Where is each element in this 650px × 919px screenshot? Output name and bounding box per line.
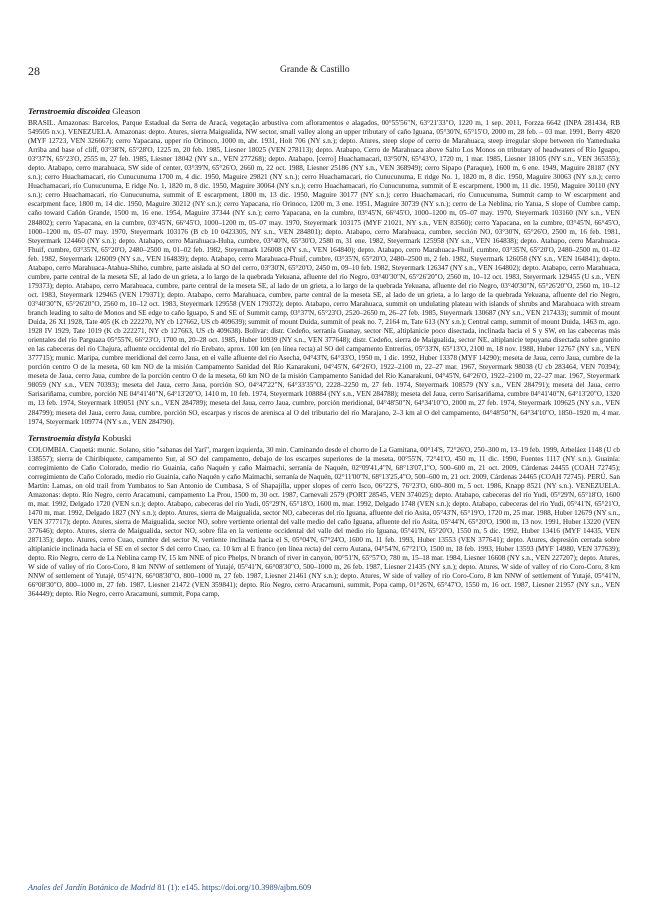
running-head: Grande & Castillo bbox=[280, 65, 350, 75]
species-entry-distyla bbox=[28, 433, 620, 600]
article-content bbox=[28, 106, 620, 599]
page-number: 28 bbox=[28, 64, 40, 78]
species-name: Ternstroemia distyla bbox=[28, 432, 101, 443]
page-header bbox=[28, 64, 622, 78]
species-author: Kobuski bbox=[102, 432, 132, 443]
species-heading bbox=[28, 433, 620, 443]
species-heading bbox=[28, 106, 620, 116]
specimen-list: COLOMBIA. Caquetá: munic. Solano, sitio "sabanas del Yarí", margen izquierda, 30 min. Caminando desde el chorro de La Gamitana, 00°14'S, 72°26'O, 250–300 m, 13–19 feb. 1999, Arbeláez 1148 (U cb 138557); sierra de Chiribiquete, campamento Sur, al SO del campamento, debajo de los escarpes superiores de la meseta, 00°55'N, 72°41'O, 450 m, 11 dic. 1990, Fuentes 1117 (NY s.n.). Guainía: corregimiento de Caño Colorado, medio río Guainía, caño Naquén y caño Maimachi, serranía de Naquén, 02°09'41,4"N, 68°13'07,1"O, 500–600 m, 21 oct. 2009, Cárdenas 24455 (COAH 72745); corregimiento de Caño Colorado, medio río Guainía, caño Naquén y caño Maimachi, serranía de Naquén, 02°11'00"N, 68°13'25,4"O, 500–600 m, 21 oct. 2009, Cárdenas 24465 (COAH 72745). PERÚ. San Martín: Lamas, on old trail from Yumbatos to San Antonio de Cumbasa, S of Shapajilla, upper slopes of cerro Isco, 06°22'S, 76°23'O, 600–800 m, 5 oct. 1986, Knapp 8521 (NY s.n.). VENEZUELA. Amazonas: depto. Río Negro, cerro Aracamuni, campamento La Prou, 1500 m, 30 oct. 1987, Carnevali 2579 (PORT 28545, VEN 374025); depto. Atabapo, cabeceras del río Yudi, 05°29'N, 65°18'O, 1600 m, mar. 1992, Delgado 1720 (VEN s.n.); depto. Atabapo, cabeceras del río Yudi, 05°29'N, 65°18'O, 1600 m, mar. 1992, Delgado 1748 (VEN s.n.); depto. Atabapo, cabeceras del río Yudi, 05°41'N, 65°21'O, 1470 m, mar. 1992, Delgado 1827 (NY s.n.); depto. Atures, sierra de Maigualida, sector NO, cabeceras del río Iguana, afluente del río Asita, 05°43'N, 65°19'O, 1720 m, 25 mar. 1988, Huber 12679 (NY s.n., VEN 377717); depto. Atures, sierra de Maigualida, sector NO, sobre vertiente oriental del valle medio del caño Iguana, afluente del río Asita, 05°44'N, 65°20'O, 1900 m, 13 nov. 1991, Huber 13220 (VEN 377646); depto. Atures, sierra de Maigualida, sector NO, sobre fila en la vertiente occidental del valle del medio río Iguana, 05°41'N, 65°20'O, 1550 m, 5 dic. 1992, Huber 13416 (MYF 14435, VEN 287135); depto. Atures, cerro Cuao, cumbre del sector N, vertiente inclinada hacia el S, 05°04'N, 67°24'O, 1600 m, 11 feb. 1993, Huber 13553 (VEN 377641); depto. Atures, depresión cerrada sobre altiplanicie inclinada hacia el SE en el sector S del cerro Cuao, ca. 10 km al E franco (en línea recta) del cerro Autana, 04°54'N, 67°21'O, 1500 m, 18 feb. 1993, Huber 13593 (MYF 14980, VEN 377639); depto. Río Negro, cerro de La Neblina camp IV, 15 km NNE of pico Phelps, N branch of river in canyon, 00°51'N, 65°57'O, 780 m, 15–18 mar. 1984, Liesner 16608 (NY s.n., VEN 227207); depto. Atures, W side of valley of río Coro-Coro, 8 km NNW of settlement of Yutajé, 05°41'N, 66°08'30"O, 500–1000 m, 26 feb. 1987, Liesner 21435 (NY s.n.); depto. Atures, W side of valley of río Coro-Coro, 8 km NNW of settlement of Yutajé, 05°41'N, 66°08'30"O, 800–1000 m, 27 feb. 1987, Liesner 21461 (NY s.n.); depto. Atures, W side of valley of río Coro-Coro, 8 km NNW of settlement of Yutajé, 05°41'N, 66°08'30"O, 800–1000 m, 27 feb. 1987, Liesner 21472 (VEN 359841); depto. Río Negro, cerro Aracamuni, summit, Popa camp, 01°26'N, 65°47'O, 1550 m, 16 oct. 1987, Liesner 21957 (NY s.n., VEN 364449); depto. Río Negro, cerro Aracamuni, summit, Popa camp, bbox=[28, 445, 620, 599]
doi-link[interactable]: https://doi.org/10.3989/ajbm.609 bbox=[201, 883, 312, 892]
volume-reference: 81 (1): e145. bbox=[155, 883, 202, 892]
journal-name: Anales del Jardín Botánico de Madrid bbox=[28, 883, 156, 892]
specimen-list: BRASIL. Amazonas: Barcelos, Parque Estadual da Serra de Aracá, vegetação arbustiva com afloramentos e alagados, 00°55'56"N, 63°21'33"O, 1220 m, 1 sep. 2011, Forzza 6642 (INPA 281434, RB 549505 n.v.). VENEZUELA. Amazonas: depto. Atures, sierra Maigualida, NW sector, small valley along an upper tributary of caño Iguana, 05°30'N, 65°15'O, 2000 m, 28 feb. – 03 mar. 1991, Berry 4820 (MYF 12723, VEN 326667); cerro Yapacana, upper río Orinoco, 1000 m, abr. 1931, Holt 706 (NY s.n.); depto. Atures, steep slope of cerro de Marahuaca, steep irregular slope between río Yameduaka Arriba and base of cliff, 03°38'N, 65°28'O, 1225 m, 20 feb. 1985, Liesner 18025 (VEN 278113); depto. Atabapo, Cerro de Marahuaca above Salto Los Monos on tributary of headwaters of Río Iguapo, 03°37'N, 65°23'O, 2555 m, 27 feb. 1985, Liesner 18042 (NY s.n., VEN 277268); depto. Atabapo, [cerro] Huachamacari, 03°50'N, 65°43'O, 1720 m, 1 mar. 1985, Liesner 18105 (NY s.n., VEN 365355); depto. Atabapo, cerro marahuaca, SW side of center, 03°39'N, 65°26'O, 2660 m, 22 oct. 1988, Liesner 25186 (NY s.n., VEN 368949); cerro Sipapo (Paraque), 1600 m, 6 ene. 1949, Maguire 28187 (NY s.n.); cerro Huachamacari, río Cunucunuma 1700 m, 4 dic. 1950, Maguire 29821 (NY s.n.); cerro Huachamacari, río Cunucunuma, E ridge No. 1, 1820 m, 8 dic. 1950, Maguire 30063 (NY s.n.); cerro Huachamacari, río Cunucunuma, E ridge No. 1, 1820 m, 8 dic. 1950, Maguire 30064 (NY s.n.); cerro Huachamacari, río Cunucunuma, summit of E escarpment, 1900 m, 11 dic. 1950, Maguire 30110 (NY s.n.); cerro Huachamacari, río Cunucunuma, summit of E escarpment, 1800 m, 13 dic. 1950, Maguire 30177 (NY s.n.); cerro Huachamacari, río Cunucunuma, Summit camp to W escarpment and escarpment face, 1800 m, 14 dic. 1950, Maguire 30212 (NY s.n.); cerro Yapacana, río Orinoco, 1200 m, 3 ene. 1951, Maguire 30739 (NY s.n.); cerro de La Neblina, río Yatua, S slope of Cumbre camp, caño toward Cañón Grande, 1500 m, 16 ene. 1954, Maguire 37344 (NY s.n.); cerro Yapacana, en la cumbre, 03°45'N, 66°45'O, 1000–1200 m, 05–07 may. 1970, Steyermark 103160 (NY s.n., VEN 284802); cerro Yapacana, en la cumbre, 03°45'N, 66°45'O, 1000–1200 m, 05–07 may. 1970, Steyermark 103175 (MYF 21021, NY s.n., VEN 83560); cerro Yapacana, en la cumbre, 03°45'N, 66°45'O, 1000–1200 m, 05–07 may. 1970, Steyermark 103176 (B cb 10 0423305, NY s.n., VEN 284801); depto. Atabapo, cerro Marahuaca, cumbre, sección NO, 03°30'N, 65°26'O, 2500 m, 16 feb. 1981, Steyermark 124460 (NY s.n.); depto. Atabapo, cerro Marahuaca-Huha, cumbre, 03°40'N, 65°30'O, 2580 m, 31 ene. 1982, Steyermark 125958 (NY s.n., VEN 164838); depto. Atabapo, cerro Marahuaca-Fhuif, cumbre, 03°35'N, 65°20'O, 2480–2500 m, 01–02 feb. 1982, Steyermark 126008 (NY s.n., VEN 164840); depto. Atabapo, cerro Marahuaca-Fhuif, cumbre, 03°35'N, 65°20'O, 2480–2500 m, 01–02 feb. 1982, Steyermark 126009 (NY s.n., VEN 164839); depto. Atabapo, cerro Marahuaca-Fhuif, cumbre, 03°35'N, 65°20'O, 2480–2500 m, 2 feb. 1982, Steyermark 126058 (NY s.n., VEN 164841); depto. Atabapo, cerro Marahuaca-Atahua-Shiho, cumbre, parte aislada al SO del cerro, 03°30'N, 65°20'O, 2450 m, 09–10 feb. 1982, Steyermark 126347 (NY s.n., VEN 164802); depto. Atabapo, cerro Marahuaca, cumbre, parte central de la meseta SE, al lado de un grieta, a lo largo de la quebrada Yekuana, afluente del río Negro, 03°40'30"N, 65°26'20"O, 2560 m, 10–12 oct. 1983, Steyermark 129455 (U s.n., VEN 179373); depto. Atabapo, cerro Marahuaca, cumbre, parte central de la meseta SE, al lado de un grieta, a lo largo de la quebrada Yekuana, afluente del río Negro, 03°40'30"N, 65°26'20"O, 2560 m, 10–12 oct. 1983, Steyermark 129465 (VEN 179371); depto. Atabapo, cerro Marahuaca, cumbre, parte central de la meseta SE, al lado de un grieta, a lo largo de la quebrada Yekuana, afluente del río Negro, 03°40'30"N, 65°26'20"O, 2560 m, 10–12 oct. 1983, Steyermark 129558 (VEN 179372); depto. Atabapo, cerro Marahuaca, summit on undulating plateau with islands of shrubs and Marahuaca with stream branch leading to salto de Monos and SE edge to caño Iguapo, S and SE of Summit camp, 03°37'N, 65°23'O, 2520–2650 m, 26–27 feb. 1985, Steyermark 130687 (NY s.n., VEN 217433); summit of mount Duida, 26 XI 1928, Tate 405 (K cb 222270, NY cb 127662, US cb 409639); summit of mount Duida, summit of peak no. 7, 2164 m, Tate 613 (NY s.n.); Central camp, summit of mount Duida, 1463 m, ago. 1928 IV 1929, Tate 1019 (K cb 222271, NY cb 127663, US cb 409638). Bolívar: distr. Cedeño, serranía Guanay, sector NE, altiplanicie poco disectada, inclinada hacia el S y SW, en las cabeceras más orientales del río Parguaza 05°55'N, 66°23'O, 1700 m, 20–28 oct. 1985, Huber 10939 (NY s.n., VEN 377648); distr. Cedeño, sierra de Maigualida, sector NE, altiplanicie tepuyana disectada sobre granito en las cabeceras del río Chajura, afluente occidental del río Erebato, aprox. 100 km (en línea recta) al SO del campamento Entreríos, 05°33'N, 65°13'O, 2100 m, 18 nov. 1988, Huber 12767 (NY s.n., VEN 377715); munic. Maripa, cumbre meridional del cerro Jaua, en el valle afluente del río Asecha, 04°43'N, 64°33'O, 1950 m, 1 dic. 1992, Huber 13378 (MYF 14290); meseta de Jaua, cerro Jaua, cumbre de la porción centro O de la meseta, 60 km NO de la misión Campamento Sanidad del Río Kanarakuni, 04°45'N, 64°26'O, 1922–2100 m, 22–27 mar. 1967, Steyermark 98038 (U cb 283464, VEN 70394); meseta de Jaua, cerro Jaua, cumbre de la porción centro O de la meseta, 60 km NO de la misión Campamento Sanidad del Río Kanarakuni, 04°45'N, 64°26'O, 1922–2100 m, 22–27 mar. 1967, Steyermark 98059 (NY s.n., VEN 70393); meseta del Jaua, cerro Jaua, porción SO, 04°47'22"N, 64°33'35"O, 2228–2250 m, 27 feb. 1974, Steyermark 108579 (NY s.n., VEN 284791); meseta del Jaua, cerro Sarisariñama, cumbre, porción NE 04°41'40"N, 64°13'20"O, 1410 m, 10 feb. 1974, Steyermark 108884 (NY s.n., VEN 284788); meseta del Jaua, cerro Sarisariñama, cumbre 04°41'40"N, 64°13'20"O, 1320 m, 13 feb. 1974, Steyermark 109051 (NY s.n., VEN 284789); meseta del Jaua, cerro Jaua, cumbre, porción meridional, 04°48'50"N, 64°34'10"O, 2000 m, 27 feb. 1974, Steyermark 109625 (NY s.n., VEN 284799); meseta del Jaua, cerro Jaua, cumbre, porción SO, escarpas y riscos de arenisca al O del tributario del río Marajano, 2–3 km al O del campamento, 04°48'50"N, 64°34'10"O, 1850–1920 m, 4 mar. 1974, Steyermark 109774 (NY s.n., VEN 284790). bbox=[28, 119, 620, 426]
page-footer bbox=[28, 883, 311, 892]
species-entry-discoidea bbox=[28, 106, 620, 427]
species-name: Ternstroemia discoidea bbox=[28, 106, 111, 116]
species-author: Gleason bbox=[112, 106, 141, 116]
